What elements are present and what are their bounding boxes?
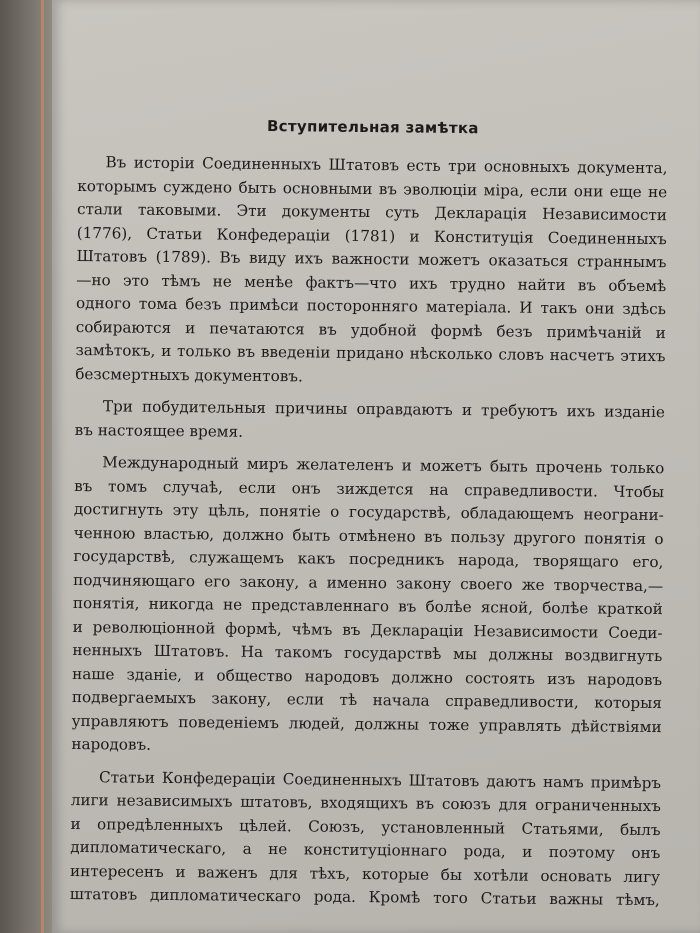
paragraph-3 bbox=[71, 451, 664, 763]
text-line: собираются и печатаются въ удобной формѣ безъ примѣчаній и bbox=[75, 317, 666, 342]
text-line: Статьи Конфедераціи Соединенныхъ Штатовъ даютъ намъ примѣръ bbox=[98, 767, 662, 792]
text-line: наше зданіе, и общество народовъ должно состоять изъ народовъ bbox=[72, 664, 663, 689]
text-line: ненныхъ Штатовъ. На такомъ государствѣ мы должны воздвигнуть bbox=[72, 640, 663, 666]
text-line: дипломатическаго, а не конституціоннаго рода, и поэтому онъ bbox=[70, 837, 661, 863]
text-line: Въ исторіи Соединенныхъ Штатовъ есть три основныхъ документа, bbox=[105, 153, 668, 178]
text-line: замѣтокъ, и только въ введеніи придано нѣсколько словъ насчетъ этихъ bbox=[75, 340, 666, 366]
text-line: Штатовъ (1789). Въ виду ихъ важности можетъ оказаться страннымъ bbox=[76, 246, 667, 272]
text-line: штатовъ дипломатическаго рода. Кромѣ того Статьи важны тѣмъ, bbox=[69, 884, 660, 910]
text-line: стали таковыми. Эти документы суть Декларація Независимости bbox=[76, 199, 668, 225]
book-page bbox=[52, 0, 700, 933]
page-edge-line bbox=[41, 0, 44, 933]
paragraph-2 bbox=[75, 395, 665, 448]
paragraph-4 bbox=[70, 765, 661, 912]
text-line: Международный миръ желателенъ и можетъ быть прочень только bbox=[102, 453, 665, 478]
text-line: въ настоящее время. bbox=[74, 420, 244, 441]
text-line: одного тома безъ примѣси посторонняго матеріала. И такъ они здѣсь bbox=[75, 293, 667, 319]
text-line: лиги независимыхъ штатовъ, входящихъ въ союзъ для ограниченныхъ bbox=[70, 790, 661, 816]
text-line: и опредѣленныхъ цѣлей. Союзъ, установленный Статьями, былъ bbox=[70, 814, 661, 839]
page-title: Вступительная замѣтка bbox=[266, 116, 479, 138]
text-line: въ томъ случаѣ, если онъ зиждется на справедливости. Чтобы bbox=[74, 476, 665, 501]
book-left-margin bbox=[0, 0, 52, 933]
text-line: государствѣ, служащемъ какъ посредникъ народа, творящаго его, bbox=[73, 546, 664, 572]
text-line: интересенъ и важенъ для тѣхъ, которые бы хотѣли основать лигу bbox=[69, 861, 661, 886]
text-line: и революціонной формѣ, чѣмъ въ Деклараціи Независимости Соеди- bbox=[72, 617, 663, 642]
text-line: Три побудительныя причины оправдаютъ и требуютъ ихъ изданіе bbox=[102, 397, 666, 422]
text-line: —но это тѣмъ не менѣе фактъ—что ихъ трудно найти въ объемѣ bbox=[76, 270, 667, 295]
text-line: управляютъ поведеніемъ людей, должны тоже управлять дѣйствіями bbox=[71, 711, 662, 736]
text-line: безсмертныхъ документовъ. bbox=[75, 364, 303, 385]
text-line: народовъ. bbox=[71, 734, 152, 754]
text-block bbox=[70, 115, 668, 922]
text-line: понятія, никогда не представленнаго въ болѣе ясной, болѣе краткой bbox=[72, 593, 663, 619]
text-line: подчиняющаго его закону, а именно закону своего же творчества,— bbox=[73, 570, 664, 595]
paragraph-1 bbox=[75, 151, 667, 392]
text-line: (1776), Статьи Конфедераціи (1781) и Конституція Соединенныхъ bbox=[76, 223, 667, 248]
text-line: подвергаемыхъ закону, если тѣ начала справедливости, которыя bbox=[71, 687, 662, 713]
text-line: которымъ суждено быть основными въ эволюціи міра, если они еще не bbox=[77, 176, 668, 201]
text-line: достигнуть эту цѣль, понятіе о государствѣ, обладающемъ неограни- bbox=[73, 499, 664, 525]
text-line: ченною властью, должно быть отмѣнено въ пользу другого понятія о bbox=[73, 523, 664, 548]
